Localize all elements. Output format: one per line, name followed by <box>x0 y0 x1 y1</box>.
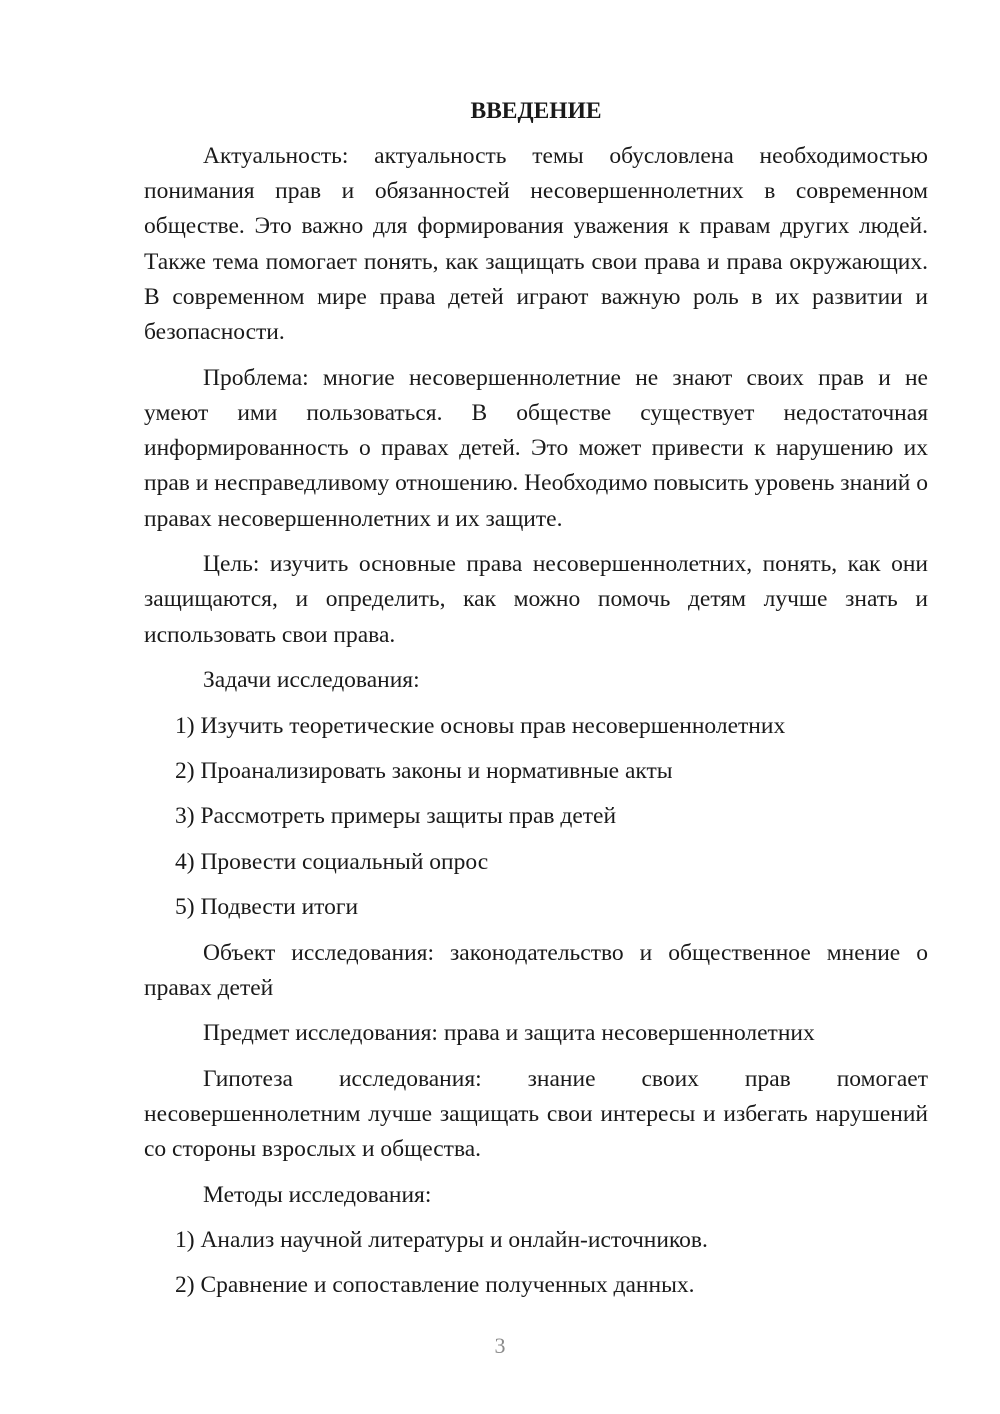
object-paragraph: Объект исследования: законодательство и общественное мнение о правах детей <box>144 939 928 1001</box>
problem-paragraph: Проблема: многие несовершеннолетние не знают своих прав и не умеют ими пользоваться. В обществе существует недостаточная информированность о правах детей. Это может привести к нарушению их прав и несправедливому отношению. Необходимо повысить уровень знаний о правах несовершеннолетних и их защите. <box>144 364 928 532</box>
task-item: 5) Подвести итоги <box>175 894 359 921</box>
method-item: 2) Сравнение и сопоставление полученных данных. <box>175 1272 695 1299</box>
tasks-heading: Задачи исследования: <box>203 667 420 694</box>
goal-paragraph: Цель: изучить основные права несовершеннолетних, понять, как они защищаются, и определить, как можно помочь детям лучше знать и использовать свои права. <box>144 551 928 648</box>
hypothesis-paragraph: Гипотеза исследования: знание своих прав помогает несовершеннолетним лучше защищать свои интересы и избегать нарушений со стороны взрослых и общества. <box>144 1065 928 1163</box>
task-item: 4) Провести социальный опрос <box>175 848 489 875</box>
task-item: 2) Проанализировать законы и нормативные акты <box>175 757 673 784</box>
section-title: ВВЕДЕНИЕ <box>470 98 602 124</box>
task-item: 3) Рассмотреть примеры защиты прав детей <box>175 803 617 830</box>
page-number: 3 <box>494 1333 506 1358</box>
subject-paragraph: Предмет исследования: права и защита несовершеннолетних <box>203 1020 815 1047</box>
methods-heading: Методы исследования: <box>203 1181 432 1208</box>
method-item: 1) Анализ научной литературы и онлайн-источников. <box>175 1226 708 1253</box>
task-item: 1) Изучить теоретические основы прав несовершеннолетних <box>175 712 786 739</box>
relevance-paragraph: Актуальность: актуальность темы обусловлена необходимостью понимания прав и обязанностей несовершеннолетних в современном обществе. Это важно для формирования уважения к правам других людей. Также тема помогает понять, как защищать свои права и права окружающих. В современном мире права детей играют важную роль в их развитии и безопасности. <box>144 143 928 346</box>
page-content <box>144 93 928 1314</box>
